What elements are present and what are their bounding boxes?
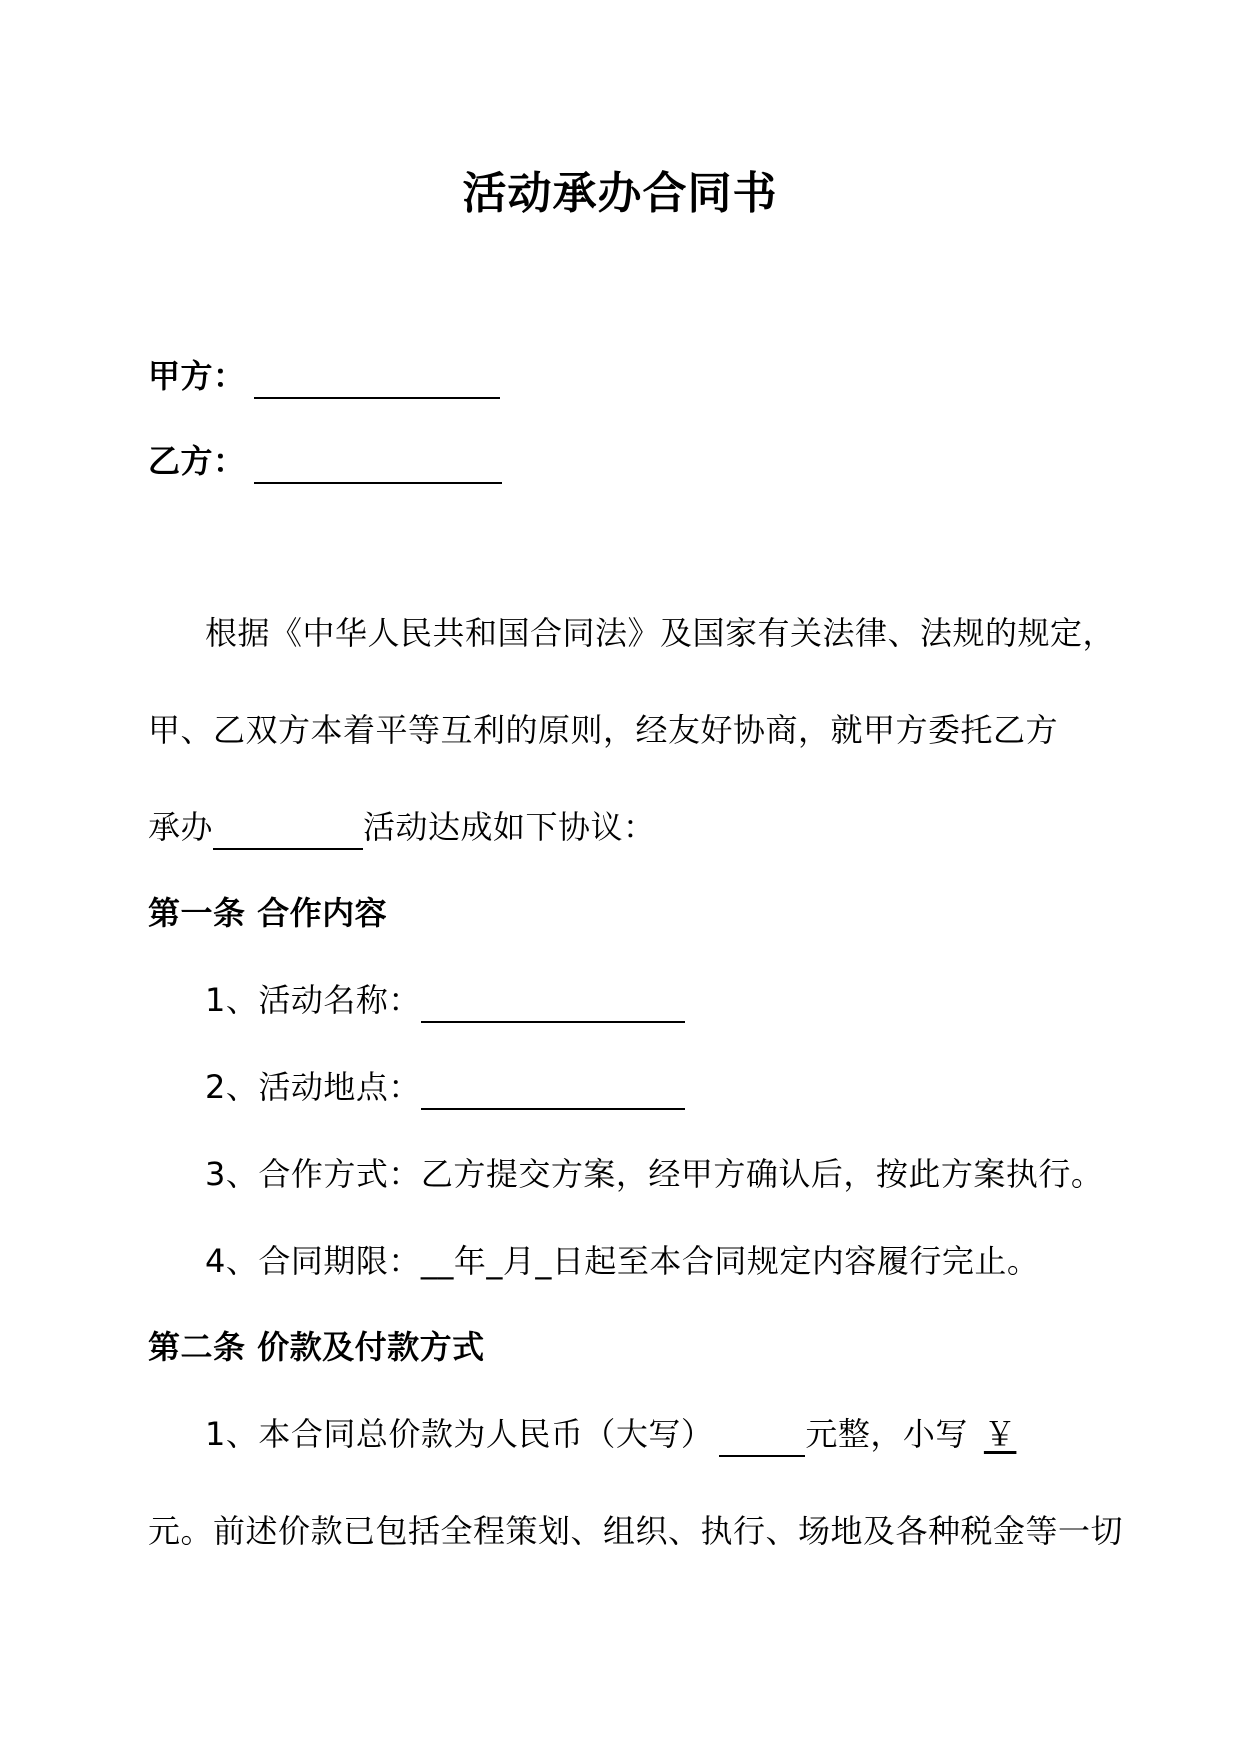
price-uppercase-blank (719, 1419, 805, 1457)
party-b-blank (254, 446, 502, 484)
article-2-item-1-continued: 元。前述价款已包括全程策划、组织、执行、场地及各种税金等一切 (148, 1512, 1124, 1550)
article-1-item-4: 4、合同期限：__年_月_日起至本合同规定内容履行完止。 (205, 1242, 1040, 1280)
party-a-line (148, 353, 500, 399)
article-2-heading: 第二条 价款及付款方式 (148, 1328, 485, 1366)
activity-name-label: 1、活动名称： (205, 981, 421, 1019)
activity-name-blank (421, 985, 685, 1023)
article-2-item-1 (205, 1411, 1024, 1457)
article-1-item-1 (205, 977, 685, 1023)
price-middle-text: 元整，小写 (805, 1415, 968, 1453)
preamble-line-3-start: 承办 (148, 808, 214, 846)
currency-symbol: ￥ (983, 1415, 1017, 1453)
activity-location-label: 2、活动地点： (205, 1068, 421, 1106)
preamble-line-3-end: 活动达成如下协议： (363, 808, 656, 846)
article-1-item-3: 3、合作方式：乙方提交方案，经甲方确认后，按此方案执行。 (205, 1155, 1104, 1193)
activity-location-blank (421, 1072, 685, 1110)
total-price-label: 1、本合同总价款为人民币（大写） (205, 1415, 714, 1453)
article-1-heading: 第一条 合作内容 (148, 894, 388, 932)
preamble-line-1: 根据《中华人民共和国合同法》及国家有关法律、法规的规定， (205, 614, 1116, 652)
party-b-label: 乙方： (148, 442, 246, 480)
preamble-line-2: 甲、乙双方本着平等互利的原则，经友好协商，就甲方委托乙方 (148, 711, 1059, 749)
party-a-blank (254, 361, 500, 399)
preamble-line-3 (148, 804, 656, 850)
activity-blank (213, 812, 363, 850)
party-b-line (148, 438, 502, 484)
party-a-label: 甲方： (148, 357, 246, 395)
article-1-item-2 (205, 1064, 685, 1110)
document-title: 活动承办合同书 (462, 168, 778, 219)
